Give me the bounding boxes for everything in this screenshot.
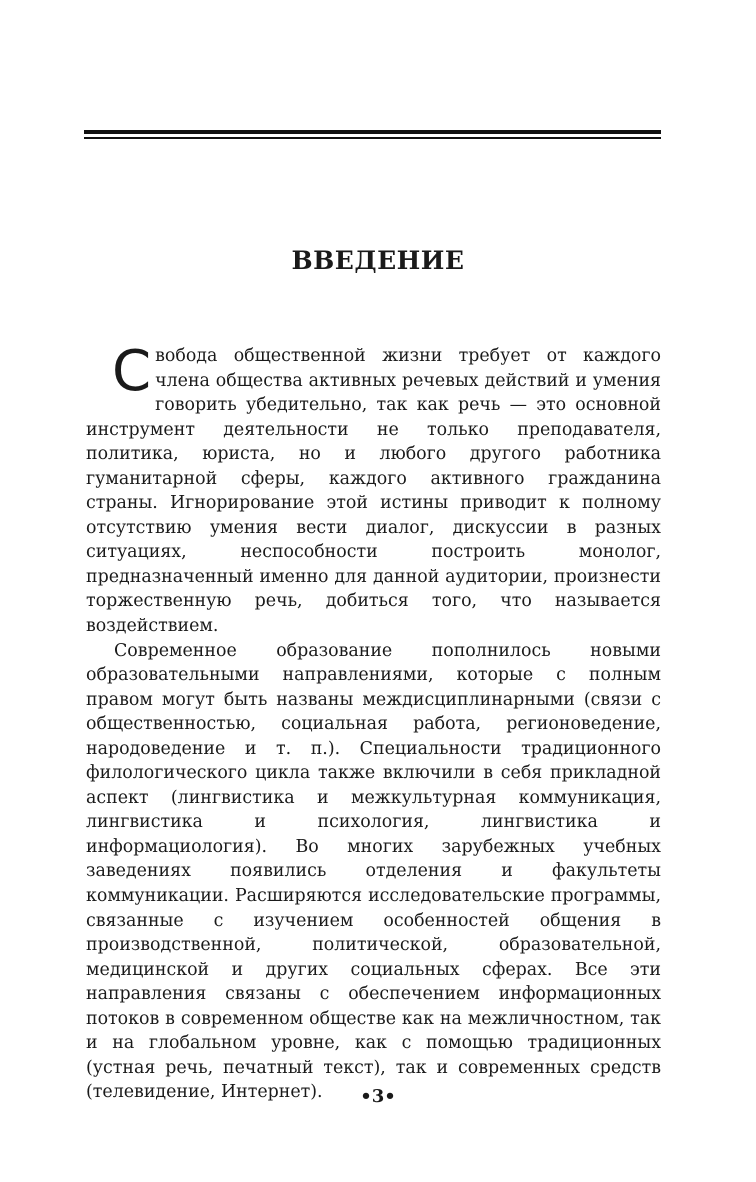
paragraph-1 [86,339,661,639]
chapter-title: ВВЕДЕНИЕ [291,246,465,275]
body-text [86,339,661,1105]
page-number: •3• [360,1086,396,1107]
header-rule-thick [84,130,661,134]
header-rule-thin [84,137,661,139]
paragraph-1-text: вобода общественной жизни требует от каждого члена общества активных речевых действий и умения говорить убедительно, так как речь — это основной инструмент деятельности не только преподавателя, политика, юриста, но и любого другого работника гуманитарной сферы, каждого активного гражданина страны. Игнорирование этой истины приводит к полному отсутствию умения вести диалог, дискуссии в разных ситуациях, неспособности построить монолог, предназначенный именно для данной аудитории, произнести торжественную речь, добиться того, что называется воздействием. [86,346,661,637]
paragraph-2: Современное образование пополнилось новыми образовательными направлениями, которые с полным правом могут быть названы междисциплинарными (связи с общественностью, социальная работа, регионоведение, народоведение и т. п.). Специальности традиционного филологического цикла также включили в себя прикладной аспект (лингвистика и межкультурная коммуникация, лингвистика и психология, лингвистика и информациология). Во многих зарубежных учебных заведениях появились отделения и факультеты коммуникации. Расширяются исследовательские программы, связанные с изучением особенностей общения в производственной, политической, образовательной, медицинской и других социальных сферах. Все эти направления связаны с обеспечением информационных потоков в современном обществе как на межличностном, так и на глобальном уровне, как с помощью традиционных (устная речь, печатный текст), так и современных средств (телевидение, Интернет). [86,640,661,1103]
drop-cap: С [112,339,152,404]
